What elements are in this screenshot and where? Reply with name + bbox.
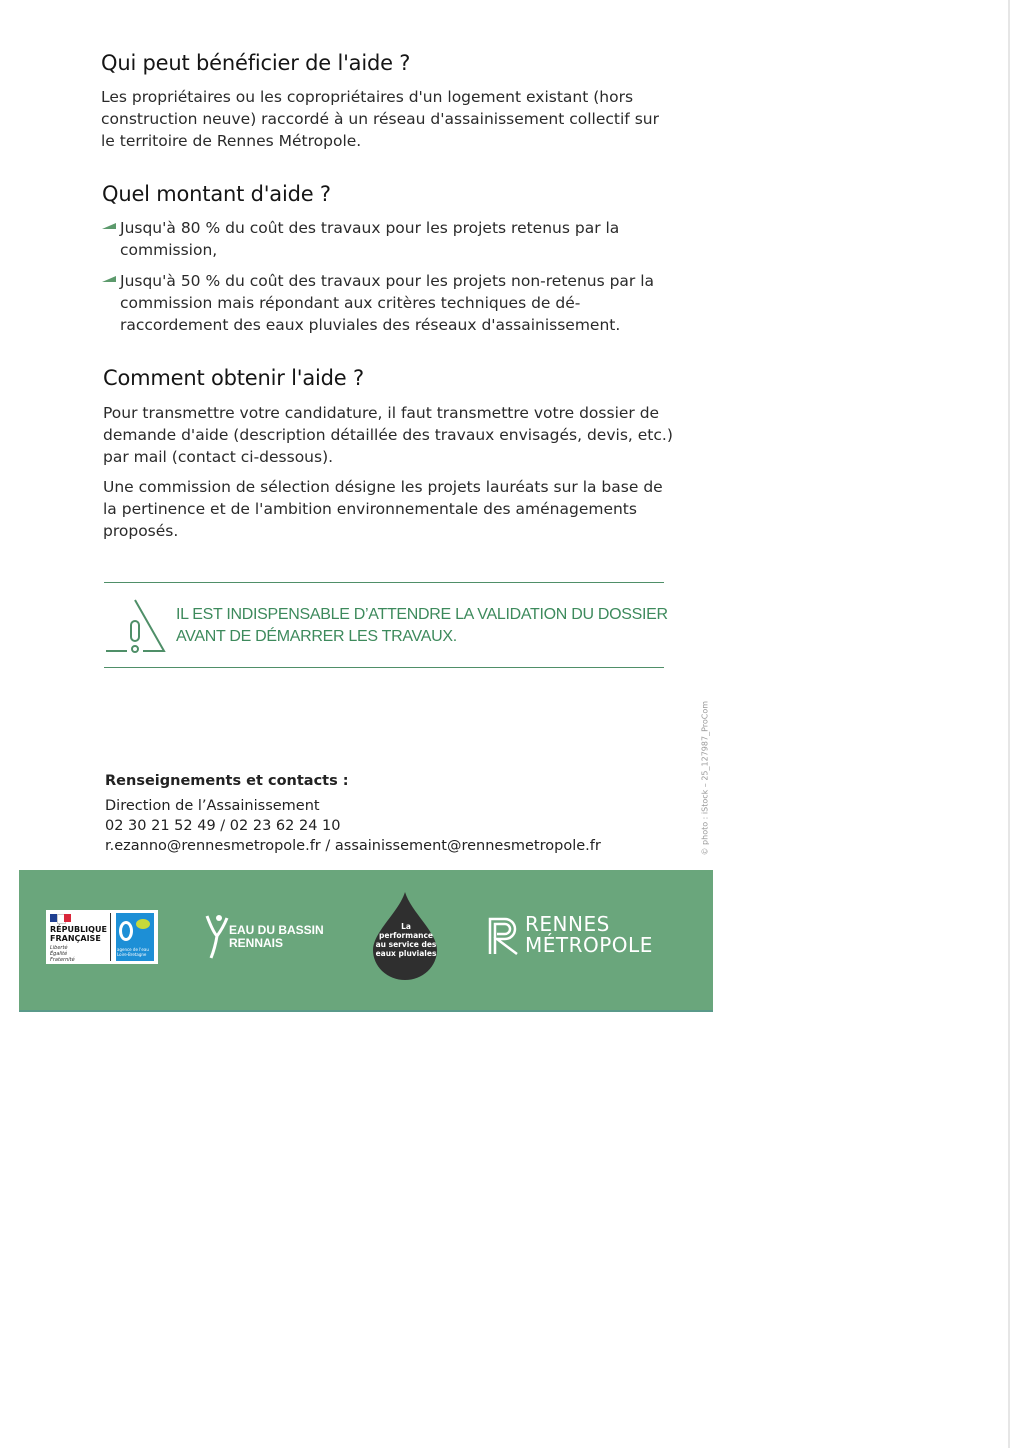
bullet-text: Jusqu'à 80 % du coût des travaux pour les projets retenus par la commission, <box>120 219 620 259</box>
rennes-metropole-logo: RENNES MÉTROPOLE <box>525 912 653 957</box>
bullet-triangle-icon <box>102 276 116 282</box>
section-text-obtenir-1: Pour transmettre votre candidature, il faut transmettre votre dossier de demande d'aide (description détaillée des travaux envisagés, devis, etc.) par mail (contact ci-dessous). <box>103 404 673 466</box>
republique-francaise-logo: RÉPUBLIQUE FRANÇAISE Liberté Égalité Fraternité agence de l'eau Loire-Bretagne <box>46 910 158 964</box>
section-title-montant: Quel montant d'aide ? <box>102 182 331 206</box>
bullet-text: Jusqu'à 50 % du coût des travaux pour les projets non-retenus par la commission mais répondant aux critères techniques de dé-raccordement des eaux pluviales des réseaux d'assainissement. <box>120 272 655 334</box>
eau-du-bassin-rennais-logo-icon <box>205 914 229 960</box>
contacts-phones: 02 30 21 52 49 / 02 23 62 24 10 <box>105 818 341 834</box>
photo-credit: © photo : iStock – 25_127987_ProCom <box>700 700 710 856</box>
divider <box>104 582 664 583</box>
warning-line: AVANT DE DÉMARRER LES TRAVAUX. <box>176 628 457 645</box>
eaux-pluviales-label: La performance au service des eaux pluviales <box>375 922 437 958</box>
warning-line: IL EST INDISPENSABLE D’ATTENDRE LA VALIDATION DU DOSSIER <box>176 606 668 623</box>
eau-du-bassin-rennais-logo: EAU DU BASSIN RENNAIS <box>229 923 324 950</box>
section-title-obtenir: Comment obtenir l'aide ? <box>103 366 364 390</box>
list-item <box>102 217 665 261</box>
section-text-obtenir-2: Une commission de sélection désigne les projets lauréats sur la base de la pertinence et de l'ambition environnementale des aménagements proposés. <box>103 478 663 540</box>
divider <box>104 667 664 668</box>
section-text-beneficiaires: Les propriétaires ou les copropriétaires d'un logement existant (hors construction neuve) raccordé à un réseau d'assainissement collectif sur le territoire de Rennes Métropole. <box>101 88 659 150</box>
page-edge <box>1008 0 1010 1448</box>
contacts-emails[interactable]: r.ezanno@rennesmetropole.fr / assainissement@rennesmetropole.fr <box>105 838 601 854</box>
list-item <box>102 270 665 336</box>
warning-message <box>176 604 668 648</box>
contacts-title: Renseignements et contacts : <box>105 773 349 789</box>
contacts-org: Direction de l’Assainissement <box>105 798 320 814</box>
partner-logos-band <box>19 870 713 1012</box>
warning-triangle-icon <box>103 597 167 655</box>
rennes-metropole-r-icon <box>487 916 521 956</box>
bullet-triangle-icon <box>102 223 116 229</box>
agence-eau-logo: agence de l'eau Loire-Bretagne <box>116 913 154 961</box>
section-title-beneficiaires: Qui peut bénéficier de l'aide ? <box>101 51 411 75</box>
